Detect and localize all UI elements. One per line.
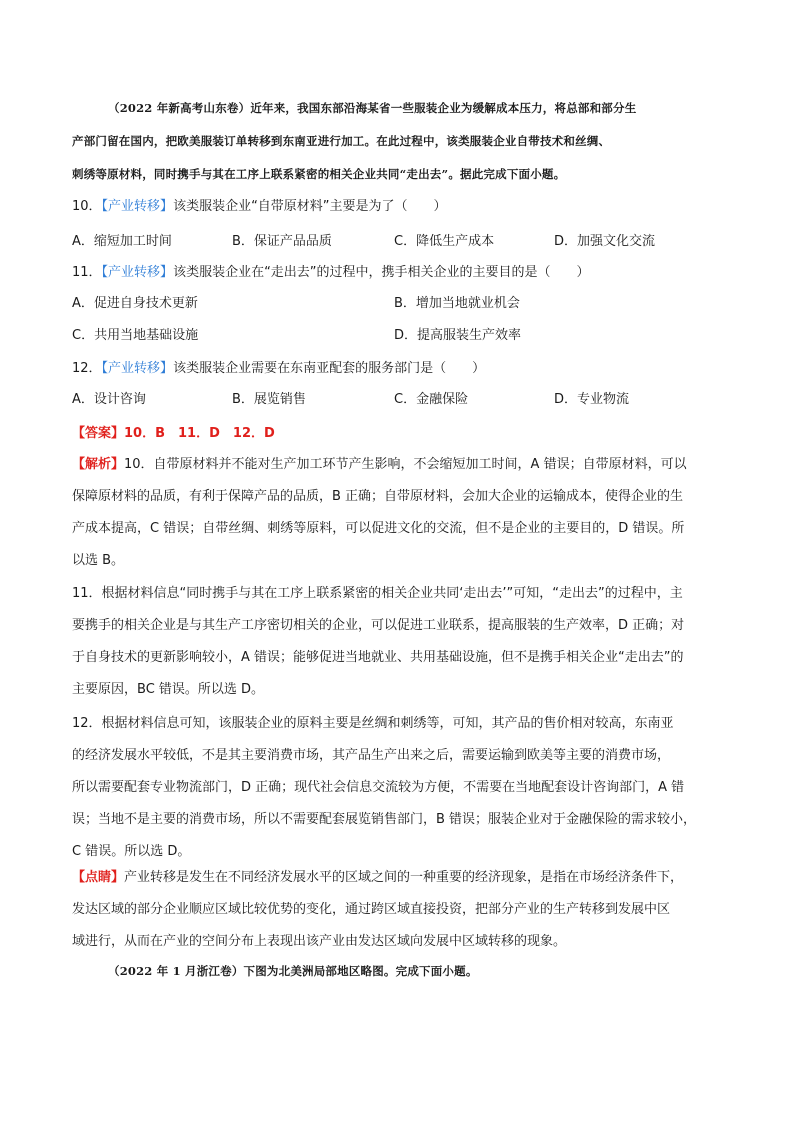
option-a: A．设计咨询 xyxy=(72,392,146,407)
analysis-line: 以选 B。 xyxy=(72,553,125,568)
key-point-tag: 【点睛】 xyxy=(72,870,125,885)
analysis-line: 产成本提高，C 错误；自带丝绸、刺绣等原料，可以促进文化的交流，但不是企业的主要目的，D 错误。所 xyxy=(72,521,685,536)
key-point-section xyxy=(72,866,732,956)
question-11 xyxy=(72,261,732,351)
question-text: 该类服装企业需要在东南亚配套的服务部门是（ ） xyxy=(173,361,486,376)
analysis-line: 要携手的相关企业是与其生产工序密切相关的企业，可以促进工业联系，提高服装的生产效率，D 正确；对 xyxy=(72,618,685,633)
answer-text: 10．B 11．D 12．D xyxy=(124,426,275,441)
question-12 xyxy=(72,357,732,417)
intro-line-2: 产部门留在国内，把欧美服装订单转移到东南亚进行加工。在此过程中，该类服装企业自带技术和丝绸、 xyxy=(72,134,611,148)
question-stem xyxy=(72,261,590,280)
option-d: D．加强文化交流 xyxy=(554,234,656,249)
analysis-line: 于自身技术的更新影响较小，A 错误；能够促进当地就业、共用基础设施，但不是携手相关企业“走出去”的 xyxy=(72,650,684,665)
analysis-line: 误；当地不是主要的消费市场，所以不需要配套展览销售部门，B 错误；服装企业对于金融保险的需求较小， xyxy=(72,812,697,827)
intro-line-1 xyxy=(108,100,636,116)
intro-source: （2022 年新高考山东卷） xyxy=(108,101,251,115)
option-c: C．金融保险 xyxy=(394,392,469,407)
question-stem xyxy=(72,195,447,214)
analysis-line: 11．根据材料信息“同时携手与其在工序上联系紧密的相关企业共同‘走出去’”可知，“走出去”的过程中，主 xyxy=(72,586,683,601)
option-b: B．展览销售 xyxy=(232,392,306,407)
intro-source: （2022 年 1 月浙江卷） xyxy=(108,964,244,978)
topic-tag: 【产业转移】 xyxy=(101,265,174,280)
option-a: A．缩短加工时间 xyxy=(72,234,172,249)
analysis-12 xyxy=(72,712,732,862)
topic-tag: 【产业转移】 xyxy=(101,361,174,376)
analysis-tag: 【解析】 xyxy=(72,457,125,472)
question-number: 12． xyxy=(72,361,102,376)
answer-section xyxy=(72,422,732,442)
option-c: C．降低生产成本 xyxy=(394,234,495,249)
topic-tag: 【产业转移】 xyxy=(101,199,174,214)
analysis-text: 10．自带原材料并不能对生产加工环节产生影响，不会缩短加工时间，A 错误；自带原材料，可以 xyxy=(124,457,687,472)
option-b: B．保证产品品质 xyxy=(232,234,332,249)
option-b: B．增加当地就业机会 xyxy=(394,296,520,311)
intro-text-1: 近年来，我国东部沿海某省一些服装企业为缓解成本压力，将总部和部分生 xyxy=(250,101,637,115)
option-d: D．专业物流 xyxy=(554,392,630,407)
analysis-11 xyxy=(72,582,732,702)
intro-text: 下图为北美洲局部地区略图。完成下面小题。 xyxy=(243,964,478,978)
key-point-text: 产业转移是发生在不同经济发展水平的区域之间的一种重要的经济现象，是指在市场经济条件下， xyxy=(124,870,684,885)
analysis-line: 保障原材料的品质，有利于保障产品的品质，B 正确；自带原材料，会加大企业的运输成本，使得企业的生 xyxy=(72,489,684,504)
analysis-line xyxy=(72,453,687,472)
analysis-line: 12．根据材料信息可知，该服装企业的原料主要是丝绸和刺绣等，可知，其产品的售价相对较高，东南亚 xyxy=(72,716,674,731)
analysis-line: 主要原因，BC 错误。所以选 D。 xyxy=(72,682,265,697)
question-text: 该类服装企业在“走出去”的过程中，携手相关企业的主要目的是（ ） xyxy=(173,265,590,280)
answer-tag: 【答案】 xyxy=(72,426,125,441)
key-point-line: 发达区域的部分企业顺应区域比较优势的变化，通过跨区域直接投资，把部分产业的生产转移到发展中区 xyxy=(72,902,671,917)
option-a: A．促进自身技术更新 xyxy=(72,296,198,311)
question-number: 10． xyxy=(72,199,102,214)
intro-line-3: 刺绣等原材料，同时携手与其在工序上联系紧密的相关企业共同“走出去”。据此完成下面小题。 xyxy=(72,167,566,181)
question-number: 11． xyxy=(72,265,102,280)
question-text: 该类服装企业“自带原材料”主要是为了（ ） xyxy=(173,199,447,214)
analysis-line: 所以需要配套专业物流部门，D 正确；现代社会信息交流较为方便，不需要在当地配套设计咨询部门，A 错 xyxy=(72,780,685,795)
option-d: D．提高服装生产效率 xyxy=(394,328,522,343)
analysis-10 xyxy=(72,453,732,573)
analysis-line: C 错误。所以选 D。 xyxy=(72,844,191,859)
key-point-line xyxy=(72,866,683,885)
intro-line xyxy=(108,963,478,979)
option-c: C．共用当地基础设施 xyxy=(72,328,199,343)
analysis-line: 的经济发展水平较低，不是其主要消费市场，其产品生产出来之后，需要运输到欧美等主要的消费市场， xyxy=(72,748,671,763)
question-10 xyxy=(72,195,732,255)
key-point-line: 域进行，从而在产业的空间分布上表现出该产业由发达区域向发展中区域转移的现象。 xyxy=(72,934,567,949)
question-stem xyxy=(72,357,485,376)
